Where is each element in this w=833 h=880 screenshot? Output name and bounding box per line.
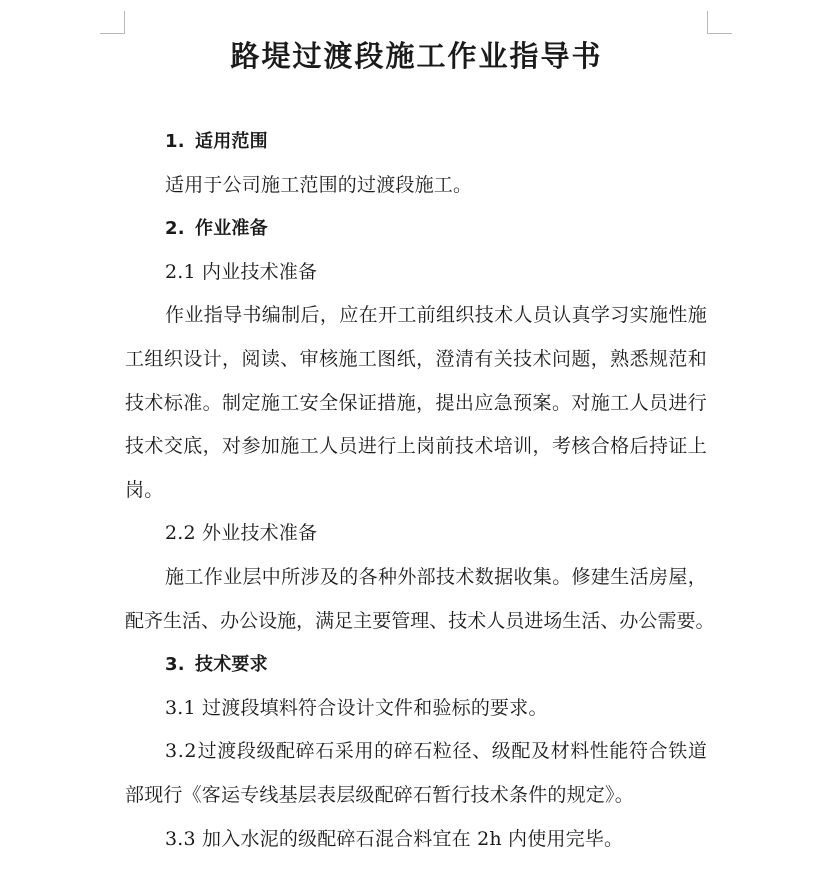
document-body <box>125 120 715 861</box>
paragraph-2-2-line-1: 施 工 作 业 层 中 所 涉 及 的 各 种 外 部 技 术 数 据 收 集 。 修 建 生 活 房 屋 ， <box>165 565 707 588</box>
document-title: 路堤过渡段施工作业指导书 <box>230 39 603 73</box>
paragraph-3-1: 3.1 过渡段填料符合设计文件和验标的要求。 <box>165 696 548 719</box>
page-corner-mark-top-right <box>707 11 732 34</box>
subsection-2-2-heading: 2.2 外业技术准备 <box>165 522 318 545</box>
section-2-heading <box>125 207 707 251</box>
section-3-heading <box>125 643 707 687</box>
paragraph-3-2-line-2: 部现行《客运专线基层表层级配碎石暂行技术条件的规定》。 <box>125 783 634 806</box>
paragraph-2-1-line-4: 技 术 交 底 ， 对 参 加 施 工 人 员 进 行 上 岗 前 技 术 培 训 ， 考 核 合 格 后 持 证 上 <box>125 435 707 458</box>
section-3-title: 技术要求 <box>195 654 268 676</box>
paragraph-2-2-line-2: 配 齐 生 活 、 办 公 设 施 ， 满 足 主 要 管 理 、 技 术 人 员 进 场 生 活 、 办 公 需 要 。 <box>125 609 715 632</box>
section-2-number: 2. <box>165 218 185 240</box>
section-1-number: 1. <box>165 131 185 152</box>
section-3-number: 3. <box>165 654 185 676</box>
paragraph-3-2-line-1: 3 . 2 过 渡 段 级 配 碎 石 采 用 的 碎 石 粒 径 、 级 配 及 材 料 性 能 符 合 铁 道 <box>165 740 707 763</box>
section-2-title: 作业准备 <box>195 218 268 240</box>
paragraph-2-1-line-5: 岗。 <box>125 478 164 501</box>
paragraph-3-3: 3.3 加入水泥的级配碎石混合料宜在 2h 内使用完毕。 <box>165 827 624 850</box>
section-1-heading <box>125 120 707 164</box>
page-corner-mark-top-left <box>100 11 125 34</box>
subsection-2-1-heading: 2.1 内业技术准备 <box>165 260 318 283</box>
section-1-title: 适用范围 <box>195 131 268 152</box>
paragraph-2-1-line-1: 作 业 指 导 书 编 制 后 ， 应 在 开 工 前 组 织 技 术 人 员 认 真 学 习 实 施 性 施 <box>165 304 707 327</box>
section-1-paragraph: 适用于公司施工范围的过渡段施工。 <box>165 173 473 196</box>
paragraph-2-1-line-3: 技 术 标 准 。 制 定 施 工 安 全 保 证 措 施 ， 提 出 应 急 预 案 。 对 施 工 人 员 进 行 <box>125 391 707 414</box>
paragraph-2-1-line-2: 工 组 织 设 计 ， 阅 读 、 审 核 施 工 图 纸 ， 澄 清 有 关 技 术 问 题 ， 熟 悉 规 范 和 <box>125 347 707 370</box>
